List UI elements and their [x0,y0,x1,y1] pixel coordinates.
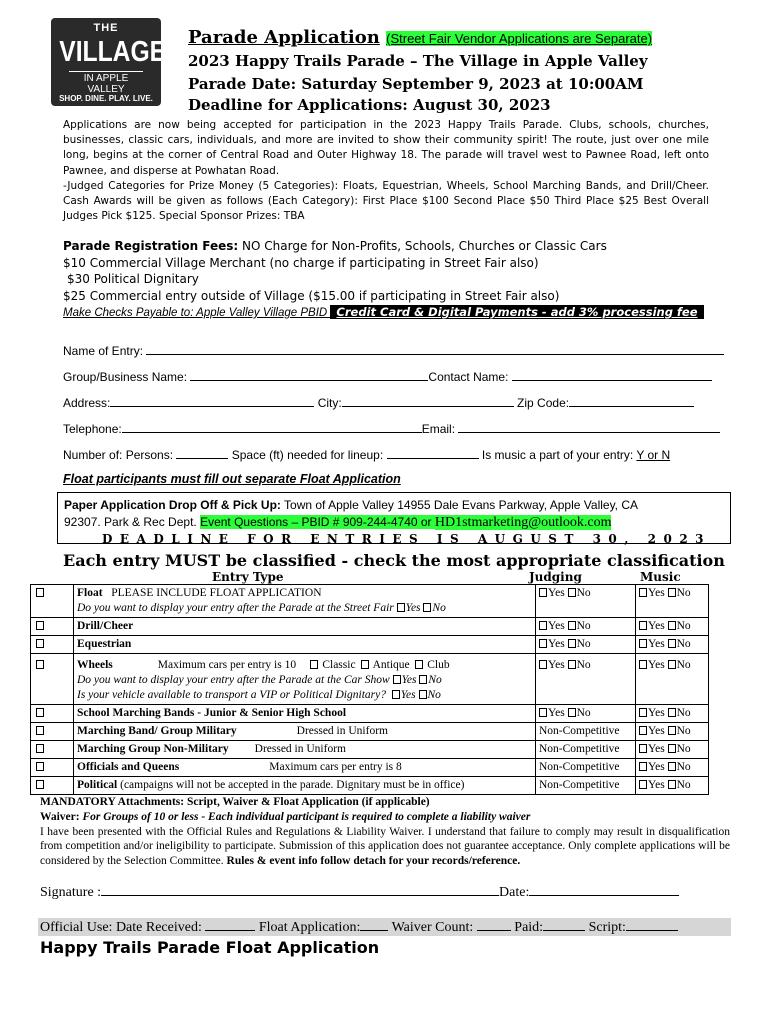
judging-status: Non-Competitive [536,777,636,795]
row-name: Wheels [77,659,113,671]
row-question: Is your vehicle available to transport a VIP or Political Dignitary? [77,689,386,701]
group-name-field[interactable] [190,369,428,381]
registration-fees [63,238,723,322]
judging-no[interactable] [568,660,576,669]
name-of-entry-field[interactable] [146,343,724,355]
intro-paragraph-1: Applications are now being accepted for participation in the 2023 Happy Trails Parade. Clubs, schools, churches, businesses, classic cars, individuals, and more are invited to show their community spirit! The route, just over one mile long, begins at the corner of Central Road and Outer Highway 18. The parade will travel west to Pawnee Road, left onto Pawnee, and disperse at Powhatan Road. [63,119,709,177]
official-use-bar [38,918,731,936]
row-name: Equestrian [77,638,132,650]
classic-checkbox[interactable] [310,660,318,669]
club-checkbox[interactable] [415,660,423,669]
row-name: Political [77,779,118,791]
float-app-field[interactable] [360,918,388,931]
classification-heading: Each entry MUST be classified - check the most appropriate classification [63,551,725,570]
music-no[interactable] [668,744,676,753]
row-name: Float [77,587,103,599]
school-checkbox[interactable] [36,708,44,717]
table-row: Marching Group Non-Military Dressed in Uniform Non-Competitive Yes No [31,741,709,759]
persons-label: Number of: Persons: [63,448,174,462]
judging-yes[interactable] [539,588,547,597]
logo-apple-valley: IN APPLE VALLEY [69,71,143,95]
music-yes[interactable] [639,621,647,630]
signature-row [40,884,679,901]
no-checkbox[interactable] [419,690,427,699]
telephone-email-row [63,421,720,436]
float-checkbox[interactable] [36,588,44,597]
logo-the: THE [93,22,119,34]
email-field[interactable] [458,421,720,433]
no-checkbox[interactable] [419,675,427,684]
email-label: Email: [421,422,456,436]
music-yes[interactable] [639,744,647,753]
date-label: Date: [499,885,530,900]
fees-line-2: $10 Commercial Village Merchant (no charge if participating in Street Fair also) [63,255,539,270]
waiver-count-field[interactable] [477,918,511,931]
waiver-count-label: Waiver Count: [391,920,474,935]
music-no[interactable] [668,660,676,669]
float-note: Float participants must fill out separate Float Application [63,472,401,486]
row-name: Marching Band/ Group Military [77,725,237,737]
table-row: Drill/Cheer Yes No Yes No [31,618,709,636]
judging-yes[interactable] [539,639,547,648]
judging-no[interactable] [568,639,576,648]
logo-village: VILLAGE [59,36,167,68]
space-field[interactable] [387,447,479,459]
rules-note: Rules & event info follow detach for your records/reference. [226,855,521,868]
wheels-checkbox[interactable] [36,660,44,669]
music-label: Is music a part of your entry: [481,448,634,462]
dropoff-dept: 92307. Park & Rec Dept. [64,515,201,529]
address-row [63,395,694,410]
antique-checkbox[interactable] [361,660,369,669]
paid-label: Paid: [514,920,544,935]
script-field[interactable] [626,918,678,931]
address-label: Address: [63,396,111,410]
page-title [188,27,652,48]
music-yes[interactable] [639,762,647,771]
group-name-label: Group/Business Name: [63,370,188,384]
signature-label: Signature : [40,885,102,900]
header-parade-date: Parade Date: Saturday September 9, 2023 at 10:00AM [188,75,644,93]
fees-line-4: $25 Commercial entry outside of Village ($15.00 if participating in Street Fair also) [63,288,560,303]
row-desc: Dressed in Uniform [254,743,346,755]
fees-line-3: $30 Political Dignitary [67,272,199,286]
yes-checkbox[interactable] [393,675,401,684]
table-row: Marching Band/ Group Military Dressed in Uniform Non-Competitive Yes No [31,723,709,741]
waiver-text: For Groups of 10 or less - Each individual participant is required to complete a liability waiver [82,810,531,823]
judging-yes[interactable] [539,708,547,717]
table-row: Officials and Queens Maximum cars per entry is 8 Non-Competitive Yes No [31,759,709,777]
city-label: City: [317,396,342,410]
date-received-field[interactable] [205,918,255,931]
equestrian-checkbox[interactable] [36,639,44,648]
row-name: School Marching Bands - Junior & Senior High School [77,707,347,719]
yes-checkbox[interactable] [397,603,405,612]
music-no[interactable] [668,708,676,717]
judging-status: Non-Competitive [536,741,636,759]
row-desc: PLEASE INCLUDE FLOAT APPLICATION [111,587,322,599]
float-app-label: Float Application: [258,920,361,935]
telephone-label: Telephone: [63,422,122,436]
table-row: Equestrian Yes No Yes No [31,636,709,654]
checks-payable: Make Checks Payable to: Apple Valley Village PBID [63,307,331,319]
music-no[interactable] [668,639,676,648]
col-music: Music [640,570,681,584]
float-application-title: Happy Trails Parade Float Application [40,938,380,957]
judging-status: Non-Competitive [536,723,636,741]
yes-checkbox[interactable] [392,690,400,699]
address-field[interactable] [110,395,314,407]
mandatory-section [40,795,730,869]
deadline-banner: DEADLINE FOR ENTRIES IS AUGUST 30, 2023 [102,532,712,546]
row-desc: Maximum cars per entry is 8 [269,761,402,773]
event-questions: Event Questions – PBID # 909-244-4740 or [200,515,435,529]
music-no[interactable] [668,726,676,735]
waiver-body: I have been presented with the Official Rules and Regulations & Liability Waiver. I understand that failure to comply may result in disqualification from competition and/or ineligibility to participate. Submission of this application does not guarantee acceptance. Only complete applications will be considered by the Selection Committee. [40,825,730,868]
col-entry-type: Entry Type [212,570,284,584]
space-label: Space (ft) needed for lineup: [231,448,384,462]
music-no[interactable] [668,762,676,771]
judging-no[interactable] [568,588,576,597]
music-no[interactable] [668,780,676,789]
title-note: (Street Fair Vendor Applications are Separate) [386,31,653,46]
music-yn[interactable]: Y or N [636,448,671,462]
logo-tagline: SHOP. DINE. PLAY. LIVE. [59,94,153,103]
row-desc: Dressed in Uniform [296,725,388,737]
col-judging: Judging [529,570,582,584]
row-question: Do you want to display your entry after the Parade at the Street Fair [77,602,394,614]
judging-yes[interactable] [539,621,547,630]
telephone-field[interactable] [122,421,422,433]
intro-text [63,118,709,224]
officials-checkbox[interactable] [36,762,44,771]
zip-field[interactable] [569,395,694,407]
signature-field[interactable] [101,884,499,896]
row-name: Marching Group Non-Military [77,743,229,755]
drill-checkbox[interactable] [36,621,44,630]
table-row: Wheels Maximum cars per entry is 10 Classic Antique Club Do you want to display your entry after the Parade at the Car Show Yes No Is your vehicle available to transport a VIP or Political Dignitary? Yes No Yes No Yes No [31,654,709,705]
title-main: Parade Application [188,27,380,48]
intro-paragraph-2: -Judged Categories for Prize Money (5 Categories): Floats, Equestrian, Wheels, School Marching Bands, and Drill/Cheer. Cash Awards will be given as follows (Each Category): First Place $100 Second Place $50 Third Place $25 Best Overall Judges Pick $125. Special Sponsor Prizes: TBA [63,179,709,223]
header-deadline: Deadline for Applications: August 30, 2023 [188,96,551,114]
judging-yes[interactable] [539,660,547,669]
table-row: School Marching Bands - Junior & Senior High School Yes No Yes No [31,705,709,723]
band-checkbox[interactable] [36,726,44,735]
name-of-entry-row [63,343,724,358]
classification-table [30,584,709,795]
script-label: Script: [588,920,626,935]
zip-label: Zip Code: [517,396,570,410]
no-checkbox[interactable] [423,603,431,612]
music-no[interactable] [668,588,676,597]
paid-field[interactable] [543,918,585,931]
row-desc: (campaigns will not be accepted in the parade. Dignitary must be in office) [117,779,465,791]
music-yes[interactable] [639,660,647,669]
header-line-2: 2023 Happy Trails Parade – The Village in Apple Valley [188,52,648,70]
music-yes[interactable] [639,639,647,648]
name-of-entry-label: Name of Entry: [63,344,144,358]
dropoff-address: Town of Apple Valley 14955 Dale Evans Parkway, Apple Valley, CA [280,498,639,512]
row-question: Do you want to display your entry after the Parade at the Car Show [77,674,390,686]
city-field[interactable] [342,395,514,407]
political-checkbox[interactable] [36,780,44,789]
date-field[interactable] [529,884,679,896]
table-row: Float PLEASE INCLUDE FLOAT APPLICATION Do you want to display your entry after the Parade at the Street Fair Yes No Yes No Yes No [31,585,709,618]
music-yes[interactable] [639,726,647,735]
music-no[interactable] [668,621,676,630]
group-contact-row [63,369,712,384]
persons-row [63,447,670,462]
dropoff-label: Paper Application Drop Off & Pick Up: [64,498,281,512]
fees-line-1: NO Charge for Non-Profits, Schools, Churches or Classic Cars [238,239,607,253]
music-yes[interactable] [639,708,647,717]
contact-name-field[interactable] [512,369,712,381]
contact-name-label: Contact Name: [428,370,509,384]
contact-email-link[interactable]: HD1stmarketing@outlook.com [434,515,612,530]
judging-no[interactable] [568,621,576,630]
mandatory-attachments: MANDATORY Attachments: Script, Waiver & Float Application (if applicable) [40,796,430,808]
music-yes[interactable] [639,780,647,789]
waiver-label: Waiver: [40,810,83,823]
music-yes[interactable] [639,588,647,597]
date-received-label: Official Use: Date Received: [40,920,202,935]
fees-label: Parade Registration Fees: [63,239,239,253]
credit-card-note: Credit Card & Digital Payments - add 3% processing fee [330,305,703,319]
nonmil-checkbox[interactable] [36,744,44,753]
row-desc: Maximum cars per entry is 10 [157,659,297,671]
village-logo [51,18,167,106]
row-name: Officials and Queens [77,761,180,773]
dropoff-box [57,492,731,544]
judging-no[interactable] [568,708,576,717]
judging-status: Non-Competitive [536,759,636,777]
row-name: Drill/Cheer [77,620,134,632]
persons-field[interactable] [176,447,228,459]
table-row: Political (campaigns will not be accepted in the parade. Dignitary must be in office) Non-Competitive Yes No [31,777,709,795]
